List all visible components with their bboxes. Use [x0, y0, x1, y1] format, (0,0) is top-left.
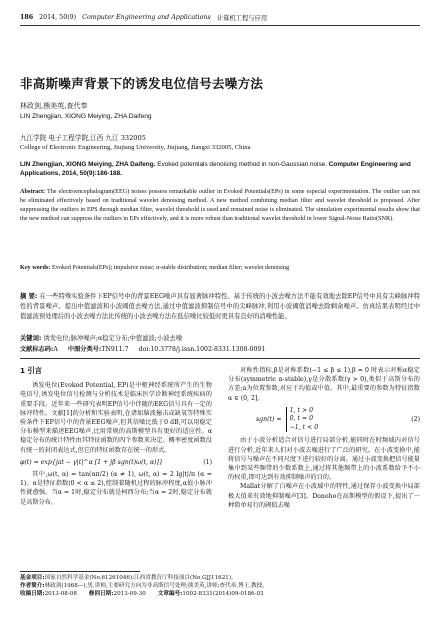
- authors-en: LIN Zhengjian, XIONG Meiying, ZHA Daifeng: [20, 113, 152, 120]
- body-paragraph: Mallat分解了白噪声在小波域中的特性,通过保存小波变换中局部极大值来有效地抑制噪声[3]。Donoho在高斯模型的假设下,提出了一种简单易行的阈值去噪: [228, 483, 420, 509]
- doc-code: A: [53, 346, 58, 353]
- body-paragraph: 诱发电位(Evoked Potential, EP)是中枢神经系统所产生的生物电信号,诱发电位信号检测与分析技术是临床医学诊断神经系统疾病的重要手段。近年来一些研究表明EP信号中伴随的EEG信号具有一定的脉冲特性。文献[1]的分析和实验表明,在诸如脑波撞击或缺氧等特殊实验条件下EP信号中的背景EEG噪声,但其信噪比低于0 dB,可以用稳定分布模型来描述EEG噪声,比用常规的高斯模型具有更好的适应性。α稳定分布的统计特性由其特征函数的四个参数来决定。概率密度函数没有统一的封闭表达式,但它的特征函数存在统一的形式。: [20, 382, 212, 454]
- keywords-cn-text: 诱发电位;脉冲噪声;α稳定分布;中值滤波;小波去噪: [43, 335, 183, 342]
- keywords-cn: [20, 334, 420, 344]
- fund-note: [20, 574, 420, 582]
- formula-1-expr: φ(t) = exp{jat − γ|t|^α [1 + jβ sgn(t)ω(t, α)]}: [20, 458, 163, 466]
- affiliation-cn: 九江学院 电子工程学院,江西 九江 332005: [20, 134, 146, 142]
- paper-title: 非高斯噪声背景下的诱发电位信号去噪方法: [20, 76, 264, 91]
- journal-name-cn: 计算机工程与应用: [216, 14, 268, 22]
- keywords-en-text: Evoked Potentials(EPs); impulsive noise; α-stable distribution; median filter; wavelet denoising: [51, 264, 290, 271]
- page-number: 186: [20, 13, 34, 21]
- article-number: 1002-8331(2014)09-0186-03: [182, 591, 264, 597]
- sgn-case: 1, t > 0: [289, 406, 314, 414]
- affiliation-en: College of Electronic Engineering, Jiujiang University, Jiujiang, Jiangxi 332005, China: [20, 144, 251, 151]
- clc-label: 中图分类号:: [67, 346, 102, 353]
- citation-block: [20, 160, 420, 178]
- bio-note: [20, 582, 420, 590]
- running-header: [20, 10, 420, 24]
- footnotes: [20, 574, 420, 598]
- citation-journal: Computer Engineering and Applications, 2014, 50(9):186-188.: [20, 161, 411, 177]
- revised-date: 2013-09-30: [113, 591, 146, 597]
- abstract-cn-text: 在一些特殊实验条件下EP信号中的背景EEG噪声具有显著脉冲特性。基于传统的小波去噪方法不能有效地去除EP信号中具有尖峰脉冲特性的背景噪声。提出中值滤波和小波阈值去噪方法,通过中值滤波抑制信号中的尖峰脉冲,利用小波阈值消噪去除剩余噪声。仿真结果表明经过中值滤波预处理后的小波去噪方法比传统的小波去噪方法在低信噪比较低时更具有良好的消噪性能。: [20, 293, 420, 320]
- abstract-cn: [20, 292, 420, 322]
- section-heading: 1 引言: [20, 366, 42, 375]
- revised-label: 修回日期:: [88, 591, 114, 597]
- left-column: [20, 366, 212, 507]
- sgn-case: 0, t = 0: [289, 415, 314, 423]
- footnote-rule: [20, 571, 140, 572]
- body-paragraph: 由于小波分析适合对信号进行局部分析,能同时在时频域内对信号进行分析,近年来人们对小波去噪进行了广泛的研究。在小波变换中,能将信号与噪声在不同尺度下进行较好的分离。通过小波变换把信号能量集中到某些频带的少数系数上,通过将其他频带上的小波系数给予不小的权重,即可达到有效抑制噪声的目的。: [228, 437, 420, 482]
- body-paragraph: 其中,ω(t, α) = tan(απ/2) (α ≠ 1), ω(t, α) = 2 lg|t|/π (α = 1)。α是特征指数(0 < α ≤ 2),控制着随机过程的脉冲程度,α值小脉冲性就愈强。当α = 1时,稳定分布就是柯西分布;当α = 2时,稳定分布就是高斯分布。: [20, 471, 212, 506]
- sgn-cases: [286, 407, 319, 433]
- fund-text: 国家自然科学基金(No.61261046);江西省教育厅科技项目(No.GJJ11621)。: [44, 575, 237, 581]
- citation-authors: LIN Zhengjian, XIONG Meiying, ZHA Daifeng.: [20, 161, 156, 168]
- keywords-cn-label: 关键词:: [20, 335, 42, 342]
- sgn-case: −1, t < 0: [289, 423, 319, 431]
- formula-2: [256, 407, 420, 433]
- bio-label: 作者简介:: [20, 583, 45, 589]
- doc-code-label: 文献标志码:: [20, 346, 54, 353]
- received-date: 2013-08-08: [44, 591, 77, 597]
- body-paragraph: 对称性指标,β是对称系数(−1 ≤ β ≤ 1),β = 0 时表示对称α稳定分布(symmetric α-stable),γ是分散系数(γ > 0),类似于高斯分布的方差;a为位置参数,对应于均值或中值。其中,最重要的参数为特征指数α ∈ (0, 2]。: [228, 367, 420, 402]
- journal-name: Computer Engineering and Applications: [82, 13, 211, 21]
- meta-rule: [20, 358, 420, 359]
- article-label: 文章编号:: [157, 591, 183, 597]
- formula-2-number: (2): [411, 415, 420, 423]
- received-label: 收稿日期:: [20, 591, 45, 597]
- doi: doi:10.3778/j.issn.1002-8331.1308-0091: [138, 346, 266, 353]
- right-column: [228, 366, 420, 510]
- clc-code: TN911.7: [101, 346, 129, 353]
- authors-cn: 林政剑,熊美英,查代奉: [20, 102, 88, 110]
- formula-1-number: (1): [203, 458, 212, 466]
- dates-line: [20, 590, 420, 598]
- citation-text: Evoked potentials denoising method in non-Gaussian noise.: [157, 161, 328, 168]
- issue-info: 2014, 50(9): [39, 13, 77, 21]
- header-rule: [20, 25, 420, 26]
- abstract-en-label: Abstract:: [20, 188, 46, 195]
- sgn-lhs: sgn(t) =: [256, 415, 282, 423]
- abstract-en: [20, 187, 420, 223]
- abstract-cn-label: 摘 要:: [20, 293, 38, 300]
- formula-1: [20, 458, 212, 467]
- fund-label: 基金项目:: [20, 575, 45, 581]
- classification-line: [20, 345, 420, 355]
- abstract-en-text: The electroencephalogram(EEG) noises possess remarkable outlier in Evoked Potentials(EPs) in some especial experimentation. The outlier can not be eliminated effectively based on traditional wavelet denoising method. A new method combining median filter and wavelet threshold is proposed. After suppressing the outliers in EPS through median filter, wavelet threshold is used and remained noise is eliminated. The simulation experimental results show that the new method can suppress the outliers in EPs effectively, and it is more robust than traditional wavelet threshold in lower Signal-Noise Ratio(SNR).: [20, 188, 420, 222]
- keywords-en-label: Key words:: [20, 264, 51, 271]
- keywords-en: [20, 263, 420, 272]
- bio-text: 林政剑(1968—),男,讲师,主要研究方向为非高斯信号处理;熊美英,讲师;查代奉,博士,教授。: [44, 583, 268, 589]
